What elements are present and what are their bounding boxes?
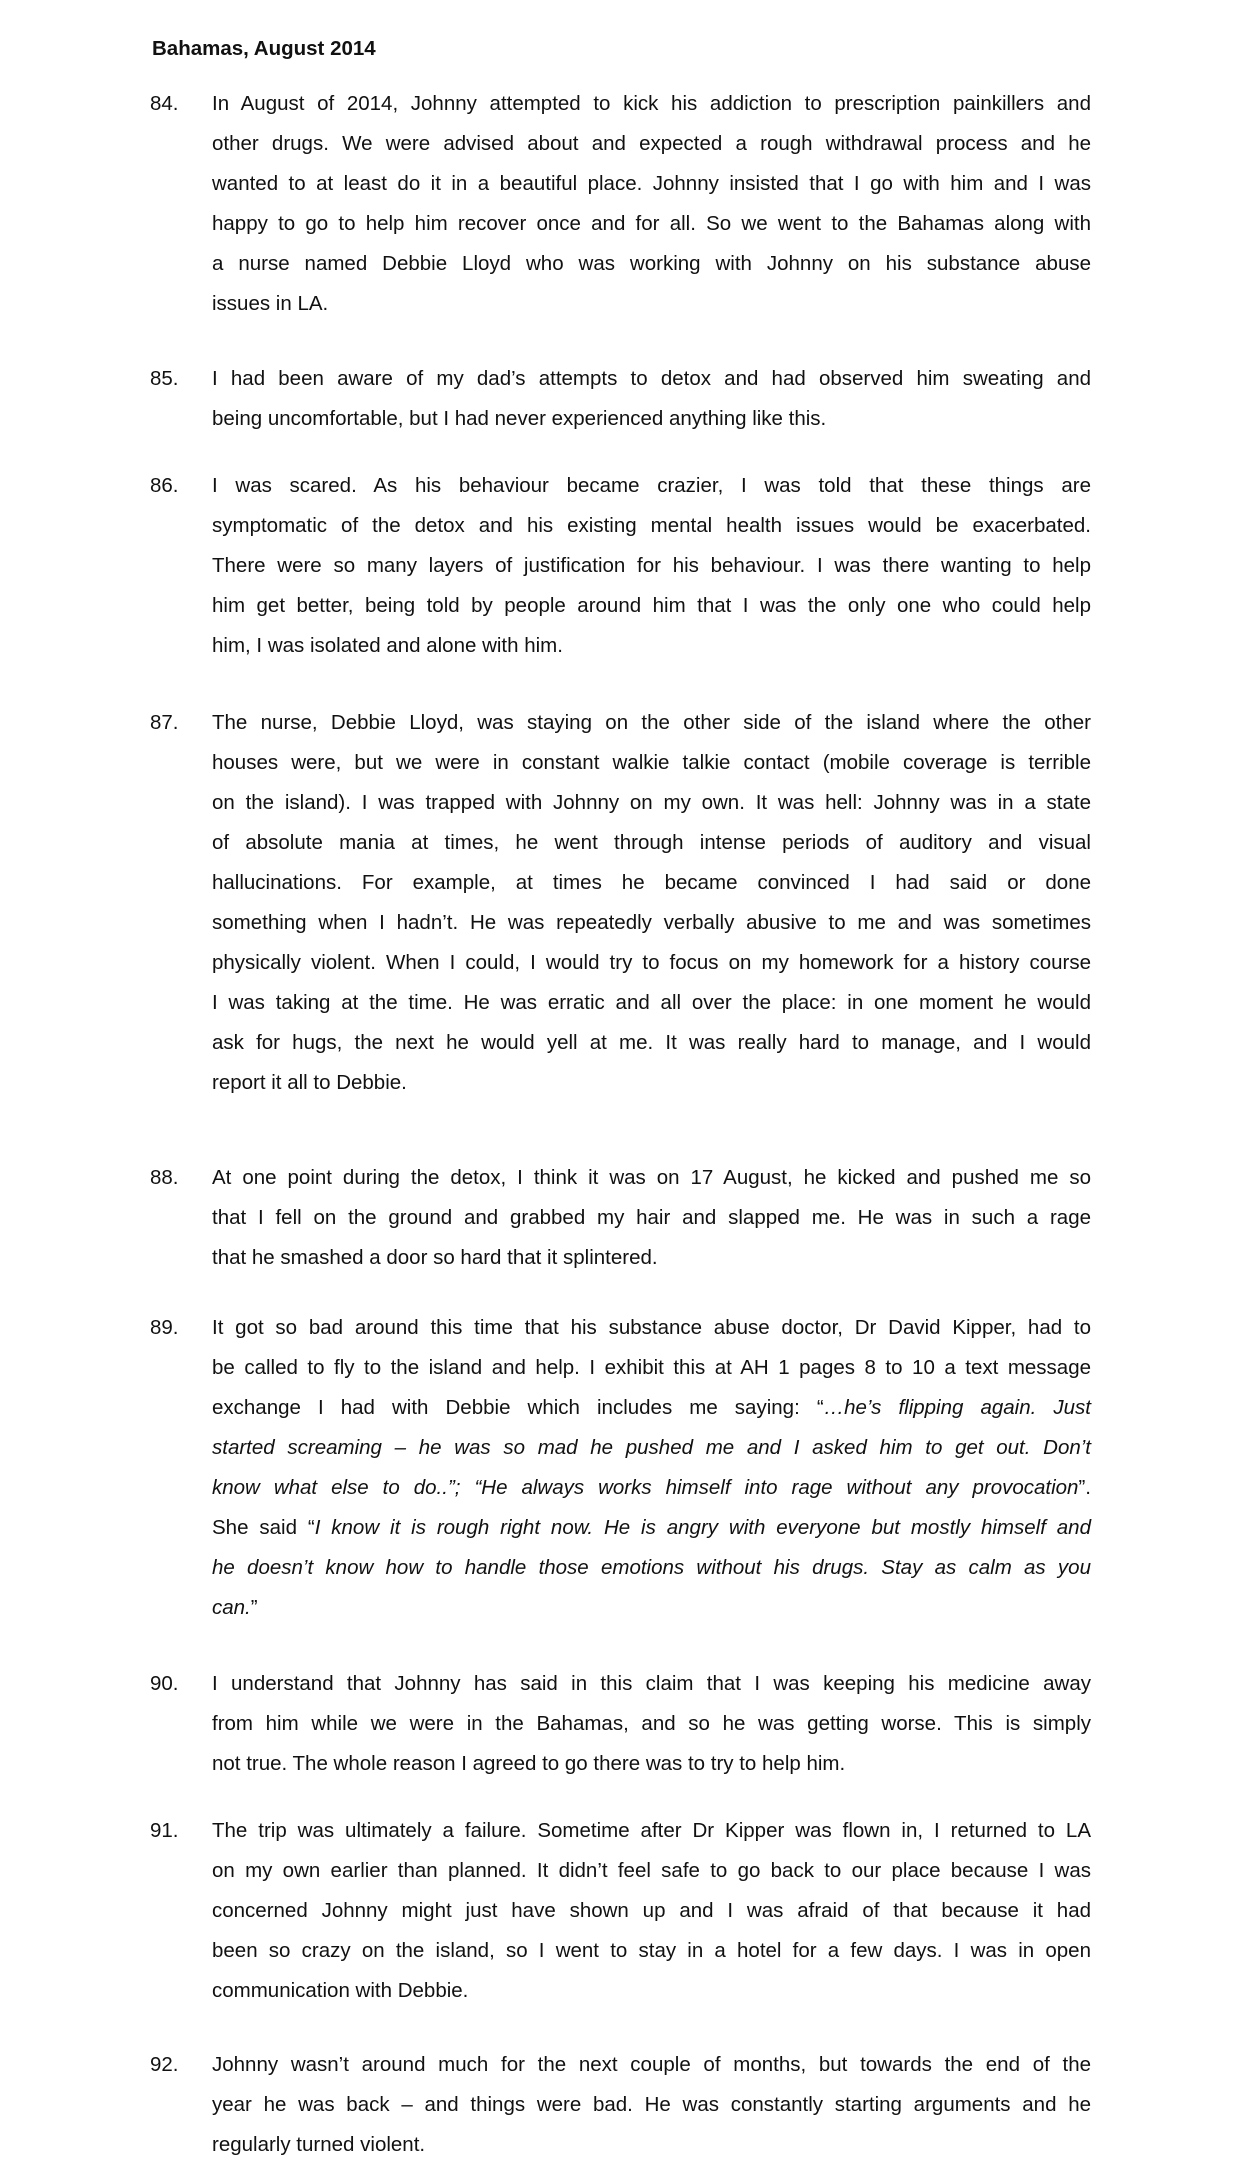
line-text: be called to fly to the island and help. I exhibit this at AH 1 pages 8 to 10 a text message: [212, 1356, 1091, 1379]
paragraph-body: [212, 84, 1091, 324]
paragraph-line: [212, 1428, 1091, 1468]
quoted-text: know what else to do..”; “He always works himself into rage without any provocation: [212, 1476, 1079, 1499]
paragraph-body: [212, 1308, 1091, 1628]
paragraph-line: issues in LA.: [212, 292, 329, 315]
paragraph-line: report it all to Debbie.: [212, 1071, 407, 1094]
paragraph-number: 86.: [150, 474, 179, 497]
paragraph-line: I understand that Johnny has said in this claim that I was keeping his medicine away: [212, 1672, 1091, 1695]
quoted-text: started screaming – he was so mad he pushed me and I asked him to get out. Don’t: [212, 1436, 1091, 1459]
paragraph-number: 89.: [150, 1316, 179, 1339]
paragraph-number: 87.: [150, 711, 179, 734]
paragraph-body: [212, 1811, 1091, 2011]
paragraph-line: not true. The whole reason I agreed to go there was to try to help him.: [212, 1752, 846, 1775]
paragraph-line: happy to go to help him recover once and for all. So we went to the Bahamas along with: [212, 212, 1091, 235]
paragraph-line: I was taking at the time. He was erratic and all over the place: in one moment he would: [212, 991, 1091, 1014]
paragraph-line: communication with Debbie.: [212, 1979, 469, 2002]
line-text: ”: [250, 1596, 258, 1619]
paragraph-line: that I fell on the ground and grabbed my hair and slapped me. He was in such a rage: [212, 1206, 1091, 1229]
paragraph-body: [212, 703, 1091, 1103]
quoted-text: he doesn’t know how to handle those emotions without his drugs. Stay as calm as you: [212, 1556, 1091, 1579]
paragraph-line: symptomatic of the detox and his existing mental health issues would be exacerbated.: [212, 514, 1091, 537]
paragraph-line: year he was back – and things were bad. He was constantly starting arguments and he: [212, 2093, 1091, 2116]
line-text: exchange I had with Debbie which includes me saying: “: [212, 1396, 824, 1419]
quoted-text: …he’s flipping again. Just: [823, 1396, 1091, 1419]
paragraph-line: that he smashed a door so hard that it splintered.: [212, 1246, 658, 1269]
line-text: It got so bad around this time that his substance abuse doctor, Dr David Kipper, had to: [212, 1316, 1091, 1339]
paragraph-line: houses were, but we were in constant walkie talkie contact (mobile coverage is terrible: [212, 751, 1091, 774]
paragraph-line: a nurse named Debbie Lloyd who was working with Johnny on his substance abuse: [212, 252, 1091, 275]
paragraph-line: [212, 1588, 1091, 1628]
paragraph-number: 85.: [150, 367, 179, 390]
paragraph-line: I was scared. As his behaviour became crazier, I was told that these things are: [212, 474, 1091, 497]
quoted-text: can.: [212, 1596, 251, 1619]
paragraph-body: [212, 2045, 1091, 2165]
paragraph-line: [212, 1508, 1091, 1548]
paragraph-line: on the island). I was trapped with Johnny on my own. It was hell: Johnny was in a state: [212, 791, 1091, 814]
section-heading: Bahamas, August 2014: [152, 37, 376, 60]
paragraph-body: [212, 466, 1091, 666]
paragraph-line: him, I was isolated and alone with him.: [212, 634, 563, 657]
paragraph-line: [212, 1468, 1091, 1508]
paragraph-line: from him while we were in the Bahamas, and so he was getting worse. This is simply: [212, 1712, 1091, 1735]
paragraph-number: 84.: [150, 92, 179, 115]
paragraph-line: In August of 2014, Johnny attempted to kick his addiction to prescription painkillers and: [212, 92, 1091, 115]
paragraph-line: something when I hadn’t. He was repeatedly verbally abusive to me and was sometimes: [212, 911, 1091, 934]
paragraph-body: [212, 359, 1091, 439]
paragraph-line: other drugs. We were advised about and expected a rough withdrawal process and he: [212, 132, 1091, 155]
paragraph-line: being uncomfortable, but I had never experienced anything like this.: [212, 407, 827, 430]
paragraph-number: 90.: [150, 1672, 179, 1695]
paragraph-line: [212, 1308, 1091, 1348]
paragraph-line: hallucinations. For example, at times he became convinced I had said or done: [212, 871, 1091, 894]
line-text: She said “: [212, 1516, 315, 1539]
paragraph-line: on my own earlier than planned. It didn’t feel safe to go back to our place because I was: [212, 1859, 1091, 1882]
paragraph-line: [212, 1348, 1091, 1388]
paragraph-line: been so crazy on the island, so I went to stay in a hotel for a few days. I was in open: [212, 1939, 1091, 1962]
paragraph-line: The nurse, Debbie Lloyd, was staying on the other side of the island where the other: [212, 711, 1091, 734]
paragraph-line: of absolute mania at times, he went through intense periods of auditory and visual: [212, 831, 1091, 854]
quoted-text: I know it is rough right now. He is angry with everyone but mostly himself and: [314, 1516, 1091, 1539]
paragraph-line: physically violent. When I could, I would try to focus on my homework for a history course: [212, 951, 1091, 974]
paragraph-line: him get better, being told by people around him that I was the only one who could help: [212, 594, 1091, 617]
paragraph-line: The trip was ultimately a failure. Sometime after Dr Kipper was flown in, I returned to LA: [212, 1819, 1091, 1842]
paragraph-number: 91.: [150, 1819, 179, 1842]
line-text: ”.: [1078, 1476, 1091, 1499]
paragraph-body: [212, 1664, 1091, 1784]
paragraph-line: At one point during the detox, I think it was on 17 August, he kicked and pushed me so: [212, 1166, 1091, 1189]
paragraph-line: Johnny wasn’t around much for the next couple of months, but towards the end of the: [212, 2053, 1091, 2076]
paragraph-line: ask for hugs, the next he would yell at me. It was really hard to manage, and I would: [212, 1031, 1091, 1054]
paragraph-line: [212, 1548, 1091, 1588]
paragraph-line: There were so many layers of justification for his behaviour. I was there wanting to help: [212, 554, 1091, 577]
paragraph-line: concerned Johnny might just have shown up and I was afraid of that because it had: [212, 1899, 1091, 1922]
paragraph-line: regularly turned violent.: [212, 2133, 426, 2156]
paragraph-line: [212, 1388, 1091, 1428]
paragraph-number: 92.: [150, 2053, 179, 2076]
paragraph-line: I had been aware of my dad’s attempts to detox and had observed him sweating and: [212, 367, 1091, 390]
paragraph-body: [212, 1158, 1091, 1278]
paragraph-number: 88.: [150, 1166, 179, 1189]
paragraph-line: wanted to at least do it in a beautiful place. Johnny insisted that I go with him and I was: [212, 172, 1091, 195]
